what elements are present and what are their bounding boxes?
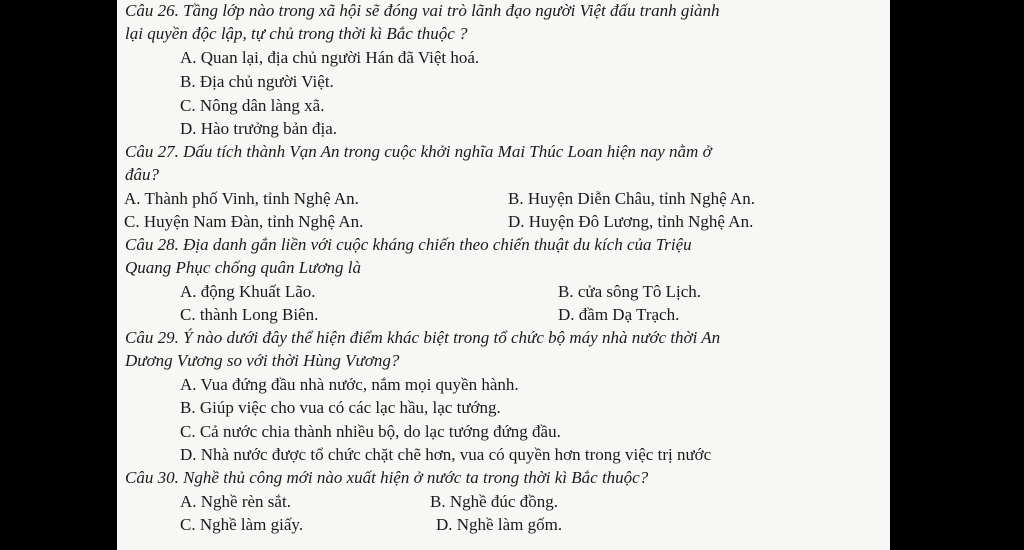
question-28-option-c: C. thành Long Biên.: [180, 305, 319, 324]
question-28-line-2: Quang Phục chống quân Lương là: [125, 258, 362, 277]
question-28-option-a: A. động Khuất Lão.: [180, 282, 316, 301]
question-27-option-d: D. Huyện Đô Lương, tỉnh Nghệ An.: [508, 212, 754, 231]
question-29-option-a: A. Vua đứng đầu nhà nước, nắm mọi quyền hành.: [180, 375, 519, 394]
question-29-line-2: Dương Vương so với thời Hùng Vương?: [125, 351, 400, 370]
question-27-option-b: B. Huyện Diễn Châu, tỉnh Nghệ An.: [508, 189, 755, 208]
document-page: [117, 0, 890, 550]
question-30-option-c: C. Nghề làm giấy.: [180, 515, 304, 534]
question-29-option-c: C. Cả nước chia thành nhiều bộ, do lạc tướng đứng đầu.: [180, 422, 561, 441]
question-28-option-d: D. đầm Dạ Trạch.: [558, 305, 680, 324]
question-26-option-c: C. Nông dân làng xã.: [180, 96, 325, 115]
question-27-option-a: A. Thành phố Vinh, tỉnh Nghệ An.: [124, 189, 359, 208]
question-30-option-d: D. Nghề làm gốm.: [436, 515, 563, 534]
question-29-option-d: D. Nhà nước được tổ chức chặt chẽ hơn, vua có quyền hơn trong việc trị nước: [180, 445, 712, 464]
question-26-line-1: Câu 26. Tầng lớp nào trong xã hội sẽ đóng vai trò lãnh đạo người Việt đấu tranh giành: [125, 1, 720, 20]
question-28-line-1: Câu 28. Địa danh gắn liền với cuộc kháng chiến theo chiến thuật du kích của Triệu: [125, 235, 692, 254]
question-26-option-a: A. Quan lại, địa chủ người Hán đã Việt hoá.: [180, 48, 480, 67]
question-26-line-2: lại quyền độc lập, tự chủ trong thời kì Bắc thuộc ?: [125, 24, 468, 43]
question-27-option-c: C. Huyện Nam Đàn, tỉnh Nghệ An.: [124, 212, 364, 231]
question-30-line-1: Câu 30. Nghề thủ công mới nào xuất hiện ở nước ta trong thời kì Bắc thuộc?: [125, 468, 649, 487]
question-26-option-b: B. Địa chủ người Việt.: [180, 72, 334, 91]
question-29-option-b: B. Giúp việc cho vua có các lạc hầu, lạc tướng.: [180, 398, 501, 417]
question-28-option-b: B. cửa sông Tô Lịch.: [558, 282, 701, 301]
question-27-line-2: đâu?: [125, 165, 159, 184]
question-29-line-1: Câu 29. Ý nào dưới đây thể hiện điểm khác biệt trong tổ chức bộ máy nhà nước thời An: [125, 328, 721, 347]
question-30-option-a: A. Nghề rèn sắt.: [180, 492, 291, 511]
question-30-option-b: B. Nghề đúc đồng.: [430, 492, 558, 511]
question-27-line-1: Câu 27. Dấu tích thành Vạn An trong cuộc khởi nghĩa Mai Thúc Loan hiện nay nằm ở: [125, 142, 712, 161]
question-26-option-d: D. Hào trưởng bản địa.: [180, 119, 338, 138]
